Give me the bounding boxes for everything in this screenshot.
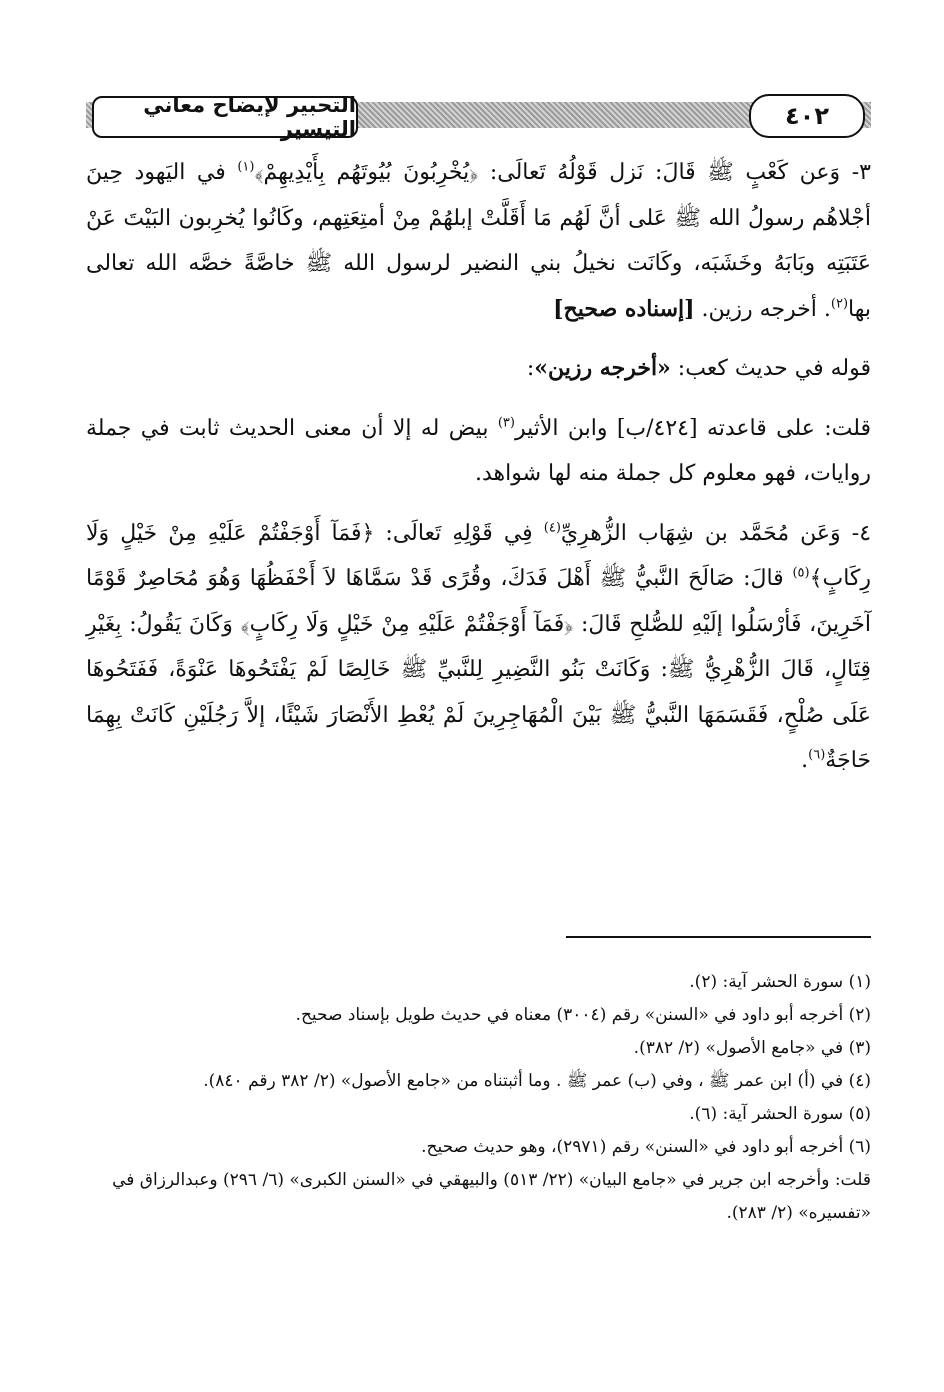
footnote-6: (٦) أخرجه أبو داود في «السنن» رقم (٢٩٧١)، وهو حديث صحيح. xyxy=(421,1137,871,1157)
book-title xyxy=(92,93,358,141)
footnote-1: (١) سورة الحشر آية: (٢). xyxy=(689,972,871,992)
hadith-4-body: قالَ: صَالَحَ النَّبيُّ ﷺ أَهْلَ فَدَكَ، وقُرًى قَدْ سَمَّاهَا لاَ أَحْفَظُهَا وَهُوَ مُحَاصِرٌ قَوْمًا آخَرِينَ، فَأرْسَلُوا إلَيْهِ للصُّلحِ قَالَ: ﴿فَمَآ أَوْجَفْتُمْ عَلَيْهِ مِنْ خَيْلٍ وَلَا رِكَابٍ﴾ وَكَانَ يَقُولُ: بِغَيْرِ قِتَالٍ، قَالَ الزُّهْرِيُّ ﷺ: وَكَانَتْ بَنُو النَّضِيرِ لِلنَّبيِّ ﷺ خَالِصًا لَمْ يَفْتَحُوهَا عَنْوَةً، فَفَتَحُوهَا عَلَى صُلْحٍ، فَقَسَمَهَا النَّبيُّ ﷺ بَيْنَ الْمُهَاجِرِينَ لَمْ يُعْطِ الأَنْصَارَ شَيْئًا، إلاَّ رَجُلَيْنِ كَانَتْ بِهِمَا حَاجَةٌ xyxy=(86,566,871,773)
commentary-quote xyxy=(86,346,871,392)
spacer xyxy=(86,332,871,346)
commentary-note-text: قلت: على قاعدته [٤٢٤/ب] وابن الأثير xyxy=(514,415,872,441)
footnote-ref-3: (٣) xyxy=(497,415,515,431)
hadith-3-source: . أخرجه رزين. xyxy=(701,296,831,322)
footnote-4: (٤) في (أ) ابن عمر ﷺ ، وفي (ب) عمر ﷺ . وما أثبتناه من «جامع الأصول» (٢/ ٣٨٢ رقم ٨٤٠). xyxy=(203,1071,871,1091)
hadith-4-verse: فِي قَوْلِهِ تَعالَى: ﴿فَمَآ أَوْجَفْتُمْ عَلَيْهِ مِنْ خَيْلٍ وَلَا رِكَابٍ﴾ xyxy=(86,520,871,591)
running-header xyxy=(86,92,871,140)
hadith-4-end: . xyxy=(801,748,809,773)
footnote-2: (٢) أخرجه أبو داود في «السنن» رقم (٣٠٠٤) معناه في حديث طويل بإسناد صحيح. xyxy=(295,1005,871,1025)
hadith-3-tail: في اليَهود حِينَ أجْلاهُم رسولُ الله ﷺ عَلى أنَّ لَهُم مَا أَقَلَّتْ إبلهُمْ مِنْ أمتِعَتِهم، وكَانُوا يُخرِبون البَيْتَ عَنْ عَتَبَتِه وبَابَهُ وخَشَبَه، وكَانَت نخيلُ بني النضير لرسول الله ﷺ خاصَّةً خصَّه الله تعالى بها xyxy=(86,160,871,322)
footnote-ref-5: (٥) xyxy=(792,565,810,581)
commentary-quote-end: : xyxy=(526,356,535,381)
footnote-ref-4: (٤) xyxy=(543,520,561,536)
page-number-text: ٤٠٢ xyxy=(785,102,829,130)
commentary-quote-text: قوله في حديث كعب: xyxy=(670,356,871,381)
footnote-ref-2: (٢) xyxy=(830,296,849,312)
commentary-quote-phrase: «أخرجه رزين» xyxy=(534,355,671,381)
footnote-6-continued: قلت: وأخرجه ابن جرير في «جامع البيان» (٢٢/ ٥١٣) والبيهقي في «السنن الكبرى» (٦/ ٢٩٦) وعبدالرزاق في «تفسيره» (٢/ ٢٨٣). xyxy=(112,1170,871,1223)
footnote-ref-1: (١) xyxy=(237,159,255,175)
footnote-divider xyxy=(566,936,871,938)
hadith-4-text: ٤- وَعَن مُحَمَّد بن شِهَاب الزُّهرِيِّ xyxy=(560,520,872,546)
hadith-4 xyxy=(86,511,871,784)
commentary-note xyxy=(86,406,871,497)
footnotes xyxy=(86,966,871,1230)
page-number xyxy=(749,94,865,138)
hadith-3-text: ٣- وَعن كَعْبٍ ﷺ قَالَ: نَزل قَوْلُهُ تَعالَى: ﴿يُخْرِبُونَ بُيُوتَهُم بِأَيْدِيهِمْ﴾ xyxy=(254,160,871,185)
hadith-3-verdict: [إسناده صحيح] xyxy=(553,295,695,322)
book-title-text: التحبير لإيضاح معاني التيسير xyxy=(143,93,356,141)
spacer xyxy=(86,497,871,511)
main-text xyxy=(86,150,871,784)
footnote-3: (٣) في «جامع الأصول» (٢/ ٣٨٢). xyxy=(633,1038,871,1058)
commentary-note-tail: بيض له إلا أن معنى الحديث ثابت في جملة روايات، فهو معلوم كل جملة منه لها شواهد. xyxy=(86,415,871,486)
footnote-5: (٥) سورة الحشر آية: (٦). xyxy=(689,1104,871,1124)
hadith-3 xyxy=(86,150,871,332)
footnote-ref-6: (٦) xyxy=(808,747,826,763)
spacer xyxy=(86,392,871,406)
